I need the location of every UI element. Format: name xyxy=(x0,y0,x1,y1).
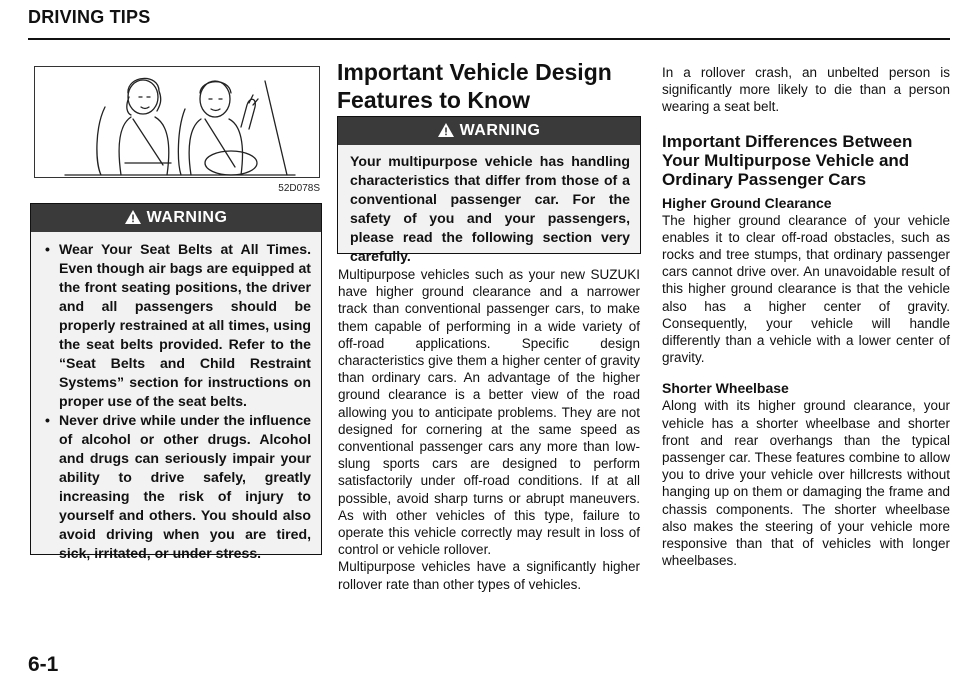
warning-box-handling xyxy=(337,116,641,264)
body-paragraph: In a rollover crash, an unbelted person is significantly more likely to die than a person wearing a seat belt. xyxy=(662,65,950,115)
bullet-icon: • xyxy=(45,241,50,257)
section-title: Important Vehicle Design Features to Know xyxy=(337,59,612,113)
warning-item-text: Wear Your Seat Belts at All Times. Even though air bags are equipped at the front seating positions, the driver and all passengers should be properly restrained at all times, using the seat belts provided. Refer to the “Seat Belts and Child Restraint Systems” section for instructions on proper use of the seat belts. xyxy=(59,241,311,409)
warning-item-text: Never drive while under the influence of alcohol or other drugs. Alcohol and drugs can seriously impair your ability to drive safely, greatly increasing the risk of injury to yourself and others. You should also avoid driving when you are tired, sick, irritated, or under stress. xyxy=(59,412,311,561)
warning-box-seatbelts xyxy=(30,203,322,561)
header-rule xyxy=(28,38,950,40)
warning-header xyxy=(338,117,640,145)
page-header-title: DRIVING TIPS xyxy=(28,7,151,27)
seatbelt-illustration xyxy=(34,66,320,178)
body-paragraph: The higher ground clearance of your vehicle enables it to clear off-road obstacles, such as rocks and tree stumps, that ordinary passenger cars cannot drive over. An unavoidable result of this higher ground clearance is that the vehicle also has a higher center of gravity. Consequently, your vehicle will handle differently than a vehicle with a lower center of gravity. xyxy=(662,212,950,366)
seatbelt-drawing-icon xyxy=(35,67,319,177)
warning-label: WARNING xyxy=(146,209,228,226)
warning-triangle-icon xyxy=(125,206,141,234)
figure-code: 52D078S xyxy=(278,183,320,194)
bullet-icon: • xyxy=(45,412,50,428)
minor-heading: Higher Ground Clearance xyxy=(662,194,832,211)
body-paragraph: Multipurpose vehicles have a significantly higher rollover rate than other types of vehicles. xyxy=(338,559,640,592)
warning-triangle-icon xyxy=(438,119,454,147)
warning-text: Your multipurpose vehicle has handling characteristics that differ from those of a conventional passenger car. For the safety of you and your passengers, please read the following section very carefully. xyxy=(350,153,630,264)
minor-heading: Shorter Wheelbase xyxy=(662,380,789,397)
column-3 xyxy=(662,64,950,569)
warning-header xyxy=(31,204,321,232)
body-paragraph: Along with its higher ground clearance, your vehicle has a shorter wheelbase and shorter front and rear overhangs than the typical passenger car. These features combine to allow you to drive your vehicle over hillcrests without hanging up on them or damaging the frame and chassis components. The shorter wheelbase also makes the steering of your vehicle more responsive than that of vehicles with longer wheelbases. xyxy=(662,398,950,569)
subsection-heading: Important Differences Between Your Multipurpose Vehicle and Ordinary Passenger Cars xyxy=(662,131,913,189)
list-item xyxy=(45,240,311,411)
warning-label: WARNING xyxy=(459,122,541,139)
warning-list xyxy=(31,232,321,563)
list-item xyxy=(45,411,311,563)
body-paragraph: Multipurpose vehicles such as your new SUZUKI have higher ground clearance and a narrower track than conventional passenger cars, to make them capable of performing in a wide variety of off-road applications. Specific design characteristics give them a higher center of gravity than ordinary cars. An advantage of the higher ground clearance is a better view of the road allowing you to anticipate problems. They are not designed for cornering at the same speed as conventional passenger cars any more than low-slung sports cars are designed to perform satisfactorily under off-road conditions. If at all possible, avoid sharp turns or abrupt maneuvers. As with other vehicles of this type, failure to operate this vehicle correctly may result in loss of control or vehicle rollover. xyxy=(338,267,640,558)
column-2-body xyxy=(338,266,640,593)
page-number: 6-1 xyxy=(28,653,59,676)
